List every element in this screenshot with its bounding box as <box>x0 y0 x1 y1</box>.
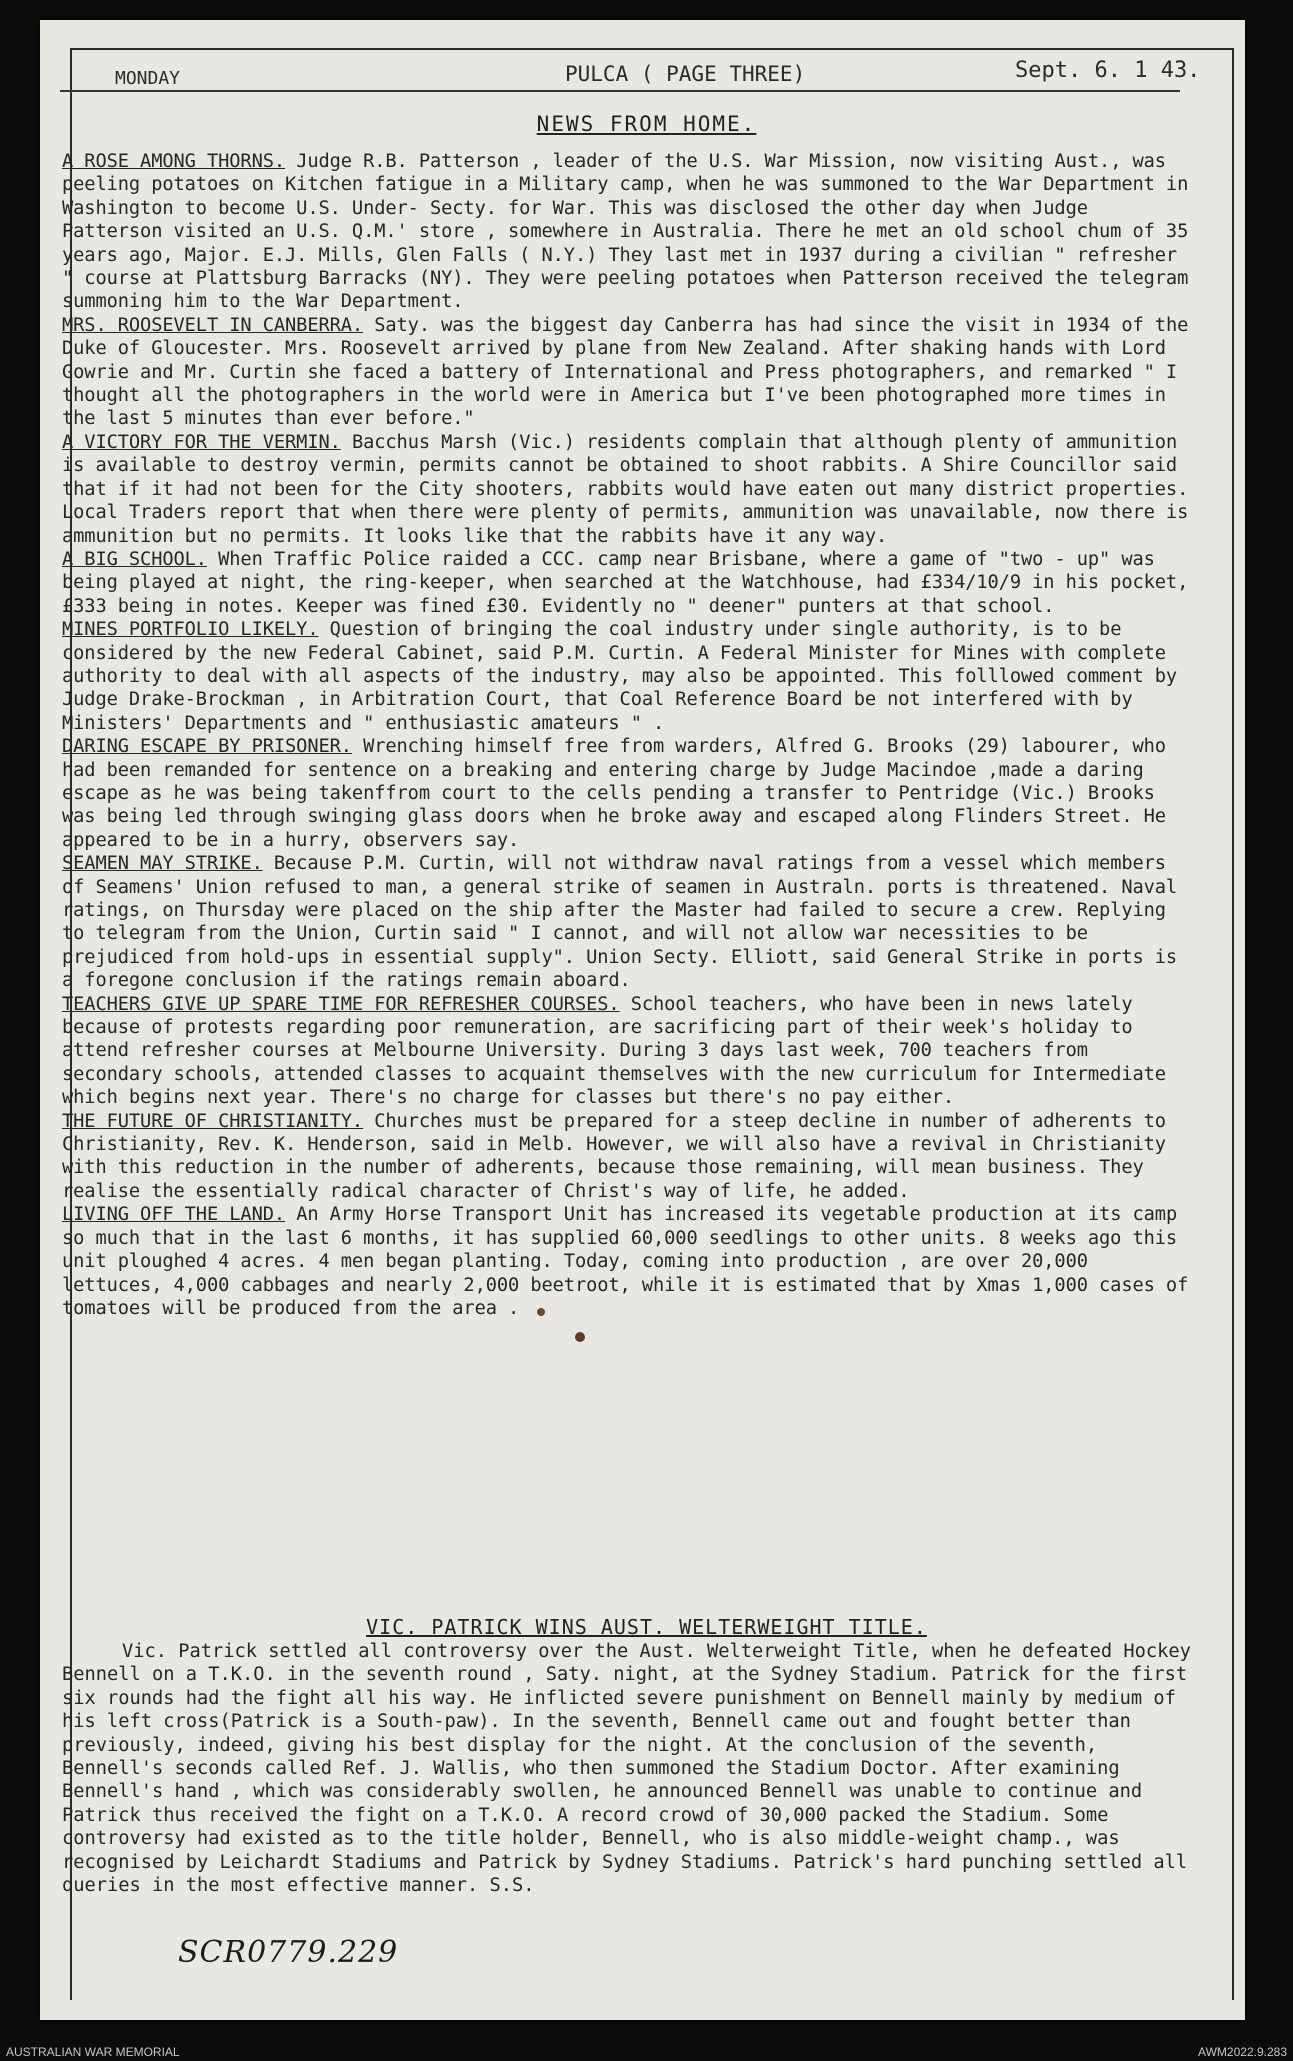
story-paragraph <box>62 1110 1192 1204</box>
footer-institution: AUSTRALIAN WAR MEMORIAL <box>6 2045 180 2059</box>
news-story <box>62 1203 1192 1320</box>
story-paragraph <box>62 1203 1192 1320</box>
story-paragraph <box>62 852 1192 992</box>
news-story <box>62 735 1192 852</box>
news-story <box>62 993 1192 1110</box>
story-text: Wrenching himself free from warders, Alfred G. Brooks (29) labourer, who had been remanded for sentence on a breaking and entering charge by Judge Macindoe ,made a daring escape as he was being takenffrom court to the cells pending a transfer to Pentridge (Vic.) Brooks was being led through swinging glass doors when he broke away and escaped along Flinders Street. He appeared to be in a hurry, observers say. <box>62 736 1166 851</box>
news-story <box>62 618 1192 735</box>
story-headline: A VICTORY FOR THE VERMIN. <box>62 431 341 453</box>
story-headline: MRS. ROOSEVELT IN CANBERRA. <box>62 314 364 336</box>
sports-headline: VIC. PATRICK WINS AUST. WELTERWEIGHT TITLE. <box>366 1615 927 1639</box>
story-text: Question of bringing the coal industry under single authority, is to be considered by the new Federal Cabinet, said P.M. Curtin. A Federal Minister for Mines with complete authority to deal with all aspects of the industry, may also be appointed. This folllowed comment by Judge Drake-Brockman , in Arbitration Court, that Coal Reference Board be not interfered with by Ministers' Departments and " enthusiastic amateurs " . <box>62 619 1178 734</box>
story-headline: A ROSE AMONG THORNS. <box>62 151 286 172</box>
story-paragraph <box>62 314 1192 431</box>
news-story <box>62 1110 1192 1204</box>
news-story <box>62 150 1192 314</box>
header-date: Sept. 6. 1 43. <box>1015 58 1201 83</box>
header-rule <box>60 90 1180 92</box>
ink-spot <box>575 1332 585 1342</box>
header-day: MONDAY <box>115 68 181 89</box>
story-text: Bacchus Marsh (Vic.) residents complain that although plenty of ammunition is available to destroy vermin, permits cannot be obtained to shoot rabbits. A Shire Councillor said that if it had not been for the City shooters, rabbits would have eaten out many district properties. Local Traders report that when there were plenty of permits, ammunition was unavailable, now there is ammunition but no permits. It looks like that the rabbits have it any way. <box>62 431 1189 547</box>
story-text: When Traffic Police raided a CCC. camp near Brisbane, where a game of "two - up" was being played at night, the ring-keeper, when searched at the Watchhouse, had £334/10/9 in his pocket, £333 being in notes. Keeper was fined £30. Evidently no " deener" punters at that school. <box>62 548 1189 617</box>
story-headline: SEAMEN MAY STRIKE. <box>62 853 263 875</box>
story-paragraph <box>62 735 1192 852</box>
story-paragraph <box>62 548 1192 618</box>
story-text: An Army Horse Transport Unit has increased its vegetable production at its camp so much that in the last 6 months, it has supplied 60,000 seedlings to other units. 8 weeks ago this unit ploughed 4 acres. 4 men began planting. Today, coming into production , are over 20,000 lettuces, 4,000 cabbages and nearly 2,000 beetroot, while it is estimated that by Xmas 1,000 cases of tomatoes will be produced from the area . <box>62 1204 1189 1319</box>
news-story <box>62 548 1192 618</box>
story-text: School teachers, who have been in news lately because of protests regarding poor remuneration, are sacrificing part of their week's holiday to attend refresher courses at Melbourne University. During 3 days last week, 700 teachers from secondary schools, attended classes to acquaint themselves with the new curriculum for Intermediate which begins next year. There's no charge for classes but there's no pay either. <box>62 993 1166 1109</box>
page-header <box>80 46 1230 89</box>
news-stories <box>62 150 1192 1320</box>
story-headline: MINES PORTFOLIO LIKELY. <box>62 619 319 641</box>
section-title: NEWS FROM HOME. <box>536 112 757 136</box>
story-paragraph <box>62 150 1192 314</box>
story-headline: TEACHERS GIVE UP SPARE TIME FOR REFRESHER COURSES. <box>62 993 620 1015</box>
story-headline: LIVING OFF THE LAND. <box>62 1204 286 1226</box>
story-text: Because P.M. Curtin, will not withdraw naval ratings from a vessel which members of Seamens' Union refused to man, a general strike of seamen in Australn. ports is threatened. Naval ratings, on Thursday were placed on the ship after the Master had failed to secure a crew. Replying to telegram from the Union, Curtin said " I cannot, and will not allow war necessities to be prejudiced from hold-ups in essential supply". Union Secty. Elliott, said General Strike in ports is a foregone conclusion if the ratings remain aboard. <box>62 853 1178 992</box>
news-story <box>62 314 1192 431</box>
news-story <box>62 431 1192 548</box>
handwritten-reference: SCR0779.229 <box>178 1935 399 1970</box>
story-paragraph <box>62 431 1192 548</box>
header-title: PULCA ( PAGE THREE) <box>565 62 806 86</box>
story-headline: DARING ESCAPE BY PRISONER. <box>62 736 352 758</box>
story-headline: THE FUTURE OF CHRISTIANITY. <box>62 1110 364 1132</box>
story-paragraph <box>62 618 1192 735</box>
story-text: Saty. was the biggest day Canberra has had since the visit in 1934 of the Duke of Gloucester. Mrs. Roosevelt arrived by plane from New Zealand. After shaking hands with Lord Gowrie and Mr. Curtin she faced a battery of International and Press photographers, and remarked " I thought all the photographers in the world were in America but I've been photographed more times in the last 5 minutes than ever before." <box>62 314 1189 430</box>
story-text: Judge R.B. Patterson , leader of the U.S. War Mission, now visiting Aust., was peeling potatoes on Kitchen fatigue in a Military camp, when he was summoned to the War Department in Washington to become U.S. Under- Secty. for War. This was disclosed the other day when Judge Patterson visited an U.S. Q.M.' store , somewhere in Australia. There he met an old school chum of 35 years ago, Major. E.J. Mills, Glen Falls ( N.Y.) They last met in 1937 during a civilian " refresher " course at Plattsburg Barracks (NY). They were peeling potatoes when Patterson received the telegram summoning him to the War Department. <box>62 151 1189 313</box>
story-headline: A BIG SCHOOL. <box>62 548 207 570</box>
news-story <box>62 852 1192 992</box>
story-text: Churches must be prepared for a steep decline in number of adherents to Christianity, Rev. K. Henderson, said in Melb. However, we will also have a revival in Christianity with this reduction in the number of adherents, because those remaining, will mean business. They realise the essentially radical character of Christ's way of life, he added. <box>62 1110 1166 1202</box>
story-paragraph <box>62 993 1192 1110</box>
footer-accession: AWM2022.9.283 <box>1198 2045 1287 2059</box>
sports-story <box>62 1640 1192 1897</box>
sports-text: Vic. Patrick settled all controversy over the Aust. Welterweight Title, when he defeated Hockey Bennell on a T.K.O. in the seventh round , Saty. night, at the Sydney Stadium. Patrick for the first six rounds had the fight all his way. He inflicted severe punishment on Bennell mainly by medium of his left cross(Patrick is a South-paw). In the seventh, Bennell came out and fought better than previously, indeed, giving his best display for the night. At the conclusion of the seventh, Bennell's seconds called Ref. J. Wallis, who then summoned the Stadium Doctor. After examining Bennell's hand , which was considerably swollen, he announced Bennell was unable to continue and Patrick thus received the fight on a T.K.O. A record crowd of 30,000 packed the Stadium. Some controversy had existed as to the title holder, Bennell, who is also middle-weight champ., was recognised by Leichardt Stadiums and Patrick by Sydney Stadiums. Patrick's hard punching settled all queries in the most effective manner. S.S. <box>62 1641 1191 1897</box>
